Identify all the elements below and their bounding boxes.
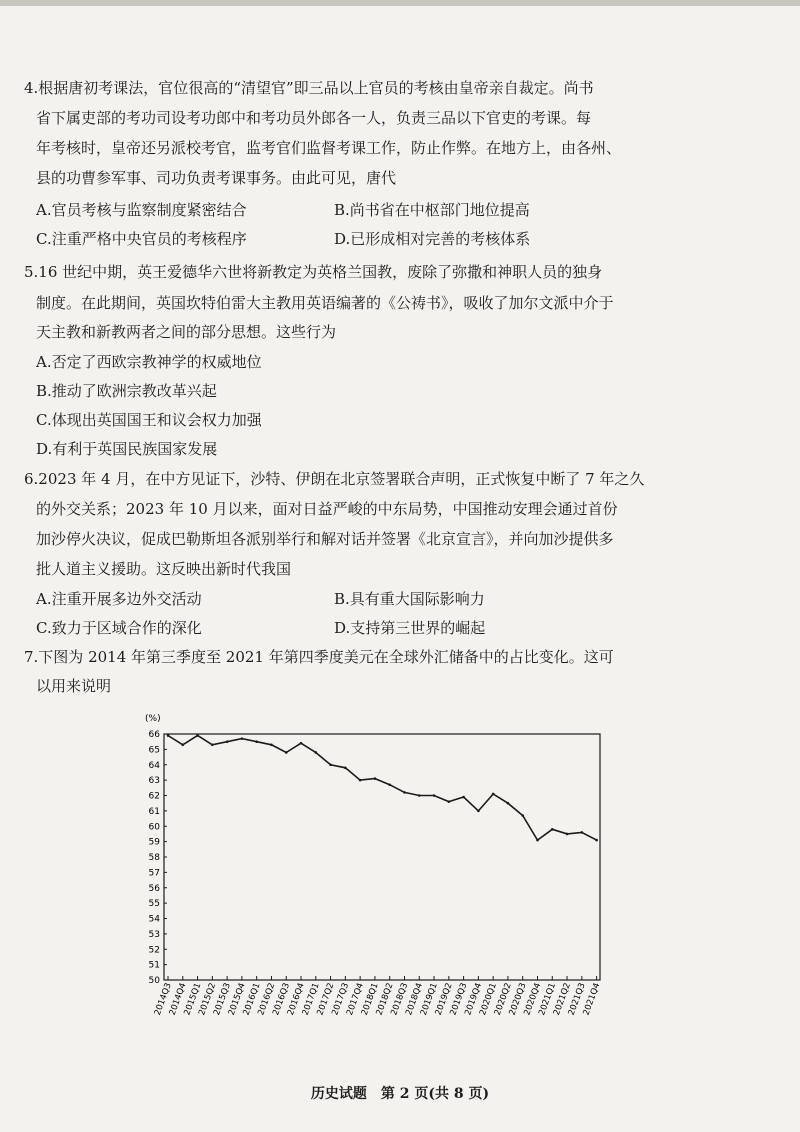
- q6-line-4: 批人道主义援助。这反映出新时代我国: [36, 560, 292, 578]
- x-tick-label: 2019Q1: [418, 981, 440, 1017]
- x-tick-label: 2018Q1: [359, 981, 381, 1017]
- data-point-2020Q1: [492, 793, 495, 796]
- plot-frame: [164, 734, 600, 980]
- q7-line-1: 7.下图为 2014 年第三季度至 2021 年第四季度美元在全球外汇储备中的占比变化。这可: [24, 648, 614, 666]
- q5-option-a: A.否定了西欧宗教神学的权威地位: [36, 353, 262, 371]
- x-tick-label: 2019Q4: [463, 981, 485, 1017]
- y-tick-label: 53: [148, 929, 160, 940]
- data-point-2016Q1: [255, 740, 258, 743]
- data-point-2021Q4: [595, 839, 598, 842]
- x-tick-label: 2014Q4: [167, 981, 189, 1017]
- data-point-2016Q4: [300, 742, 303, 745]
- y-tick-label: 62: [148, 791, 160, 802]
- x-tick-label: 2021Q1: [537, 981, 559, 1017]
- y-tick-label: 64: [148, 760, 160, 771]
- q6-option-d: D.支持第三世界的崛起: [334, 619, 486, 637]
- x-tick-label: 2020Q4: [522, 981, 544, 1017]
- q5-option-c: C.体现出英国国王和议会权力加强: [36, 411, 262, 429]
- data-point-2021Q1: [551, 828, 554, 831]
- x-tick-label: 2015Q2: [197, 981, 219, 1017]
- x-tick-label: 2016Q3: [271, 981, 293, 1017]
- q4-line-3: 年考核时，皇帝还另派校考官，监考官们监督考课工作，防止作弊。在地方上，由各州、: [36, 139, 622, 157]
- y-tick-label: 58: [148, 853, 160, 863]
- q6-option-b: B.具有重大国际影响力: [334, 590, 485, 608]
- q4-line-2: 省下属吏部的考功司设考功郎中和考功员外郎各一人，负责三品以下官吏的考课。每: [36, 109, 592, 127]
- data-point-2019Q2: [448, 800, 451, 803]
- x-tick-label: 2019Q3: [448, 981, 470, 1017]
- data-point-2014Q4: [181, 743, 184, 746]
- q4-option-a: A.官员考核与监察制度紧密结合: [36, 201, 247, 219]
- data-point-2019Q3: [462, 796, 465, 799]
- x-tick-label: 2017Q2: [315, 981, 337, 1017]
- q5-line-2: 制度。在此期间，英国坎特伯雷大主教用英语编著的《公祷书》，吸收了加尔文派中介于: [36, 294, 614, 312]
- x-tick-label: 2021Q2: [551, 981, 573, 1017]
- data-point-2015Q4: [241, 737, 244, 740]
- q4-line-4: 县的功曹参军事、司功负责考课事务。由此可见，唐代: [36, 169, 397, 187]
- x-tick-label: 2018Q2: [374, 981, 396, 1017]
- x-tick-label: 2017Q1: [300, 981, 322, 1017]
- data-point-2015Q3: [226, 740, 229, 743]
- x-tick-label: 2018Q3: [389, 981, 411, 1017]
- y-tick-label: 66: [148, 730, 160, 740]
- x-tick-label: 2016Q4: [285, 981, 307, 1017]
- data-point-2017Q1: [314, 751, 317, 754]
- x-tick-label: 2015Q1: [182, 981, 204, 1017]
- y-tick-label: 65: [148, 745, 160, 756]
- q4-option-b: B.尚书省在中枢部门地位提高: [334, 201, 530, 219]
- data-point-2018Q3: [403, 791, 406, 794]
- q4-option-c: C.注重严格中央官员的考核程序: [36, 230, 247, 248]
- q5-option-d: D.有利于英国民族国家发展: [36, 440, 218, 458]
- y-axis-unit-label: (%): [145, 714, 161, 724]
- data-point-2016Q3: [285, 751, 288, 754]
- x-tick-label: 2020Q2: [492, 981, 514, 1017]
- data-point-2021Q3: [581, 831, 584, 834]
- data-point-2018Q1: [374, 777, 377, 780]
- data-point-2018Q2: [388, 783, 391, 786]
- data-point-2014Q3: [167, 734, 170, 737]
- data-point-2015Q1: [196, 734, 199, 737]
- data-point-2017Q4: [359, 779, 362, 782]
- q6-option-a: A.注重开展多边外交活动: [36, 590, 202, 608]
- x-tick-label: 2020Q1: [478, 981, 499, 1017]
- x-tick-label: 2018Q4: [404, 981, 426, 1017]
- q4-line-1: 4.根据唐初考课法，官位很高的“清望官”即三品以上官员的考核由皇帝亲自裁定。尚书: [24, 79, 594, 97]
- x-tick-label: 2017Q4: [345, 981, 366, 1017]
- series-line-usd-share: [168, 736, 597, 841]
- x-axis-ticks: [153, 976, 603, 1017]
- data-point-2017Q2: [329, 763, 332, 766]
- x-tick-label: 2017Q3: [330, 981, 352, 1017]
- y-tick-label: 50: [148, 976, 160, 986]
- data-point-2020Q3: [521, 814, 524, 817]
- data-point-2019Q4: [477, 810, 480, 813]
- series-points: [167, 734, 598, 841]
- data-point-2015Q2: [211, 743, 214, 746]
- y-tick-label: 60: [148, 822, 160, 833]
- q5-line-1: 5.16 世纪中期，英王爱德华六世将新教定为英格兰国教，废除了弥撒和神职人员的独身: [24, 263, 603, 281]
- x-tick-label: 2020Q3: [507, 981, 529, 1017]
- x-tick-label: 2014Q3: [152, 981, 174, 1017]
- q6-option-c: C.致力于区域合作的深化: [36, 619, 202, 637]
- data-point-2020Q4: [536, 839, 539, 842]
- q7-line-2: 以用来说明: [36, 677, 112, 695]
- usd-reserve-share-chart: [130, 705, 610, 1025]
- data-point-2016Q2: [270, 743, 273, 746]
- y-tick-label: 63: [148, 776, 160, 787]
- data-point-2017Q3: [344, 767, 347, 770]
- chart-svg: [130, 705, 610, 1025]
- page-footer: 历史试题 第 2 页(共 8 页): [310, 1086, 490, 1102]
- x-tick-label: 2016Q1: [241, 981, 263, 1017]
- y-tick-label: 51: [148, 960, 160, 971]
- y-tick-label: 59: [148, 837, 160, 848]
- q6-line-2: 的外交关系；2023 年 10 月以来，面对日益严峻的中东局势，中国推动安理会通过首份: [36, 500, 618, 518]
- y-tick-label: 56: [148, 883, 160, 894]
- q4-option-d: D.已形成相对完善的考核体系: [334, 230, 531, 248]
- x-tick-label: 2021Q4: [581, 981, 603, 1017]
- x-tick-label: 2021Q3: [566, 981, 588, 1017]
- data-point-2020Q2: [507, 802, 510, 805]
- y-tick-label: 55: [148, 899, 160, 910]
- data-point-2019Q1: [433, 794, 436, 797]
- data-point-2018Q4: [418, 794, 421, 797]
- y-tick-label: 57: [148, 868, 160, 879]
- q5-option-b: B.推动了欧洲宗教改革兴起: [36, 382, 217, 400]
- q5-line-3: 天主教和新教两者之间的部分思想。这些行为: [36, 323, 337, 341]
- x-tick-label: 2019Q2: [433, 981, 455, 1017]
- x-tick-label: 2015Q3: [212, 981, 233, 1017]
- x-tick-label: 2016Q2: [256, 981, 278, 1017]
- y-tick-label: 54: [148, 914, 160, 925]
- q6-line-1: 6.2023 年 4 月，在中方见证下，沙特、伊朗在北京签署联合声明，正式恢复中断了 7 年之久: [24, 470, 645, 488]
- x-tick-label: 2015Q4: [226, 981, 248, 1017]
- q6-line-3: 加沙停火决议，促成巴勒斯坦各派别举行和解对话并签署《北京宣言》，并向加沙提供多: [36, 530, 614, 548]
- data-point-2021Q2: [566, 833, 569, 836]
- y-tick-label: 52: [148, 945, 160, 956]
- y-tick-label: 61: [148, 806, 160, 817]
